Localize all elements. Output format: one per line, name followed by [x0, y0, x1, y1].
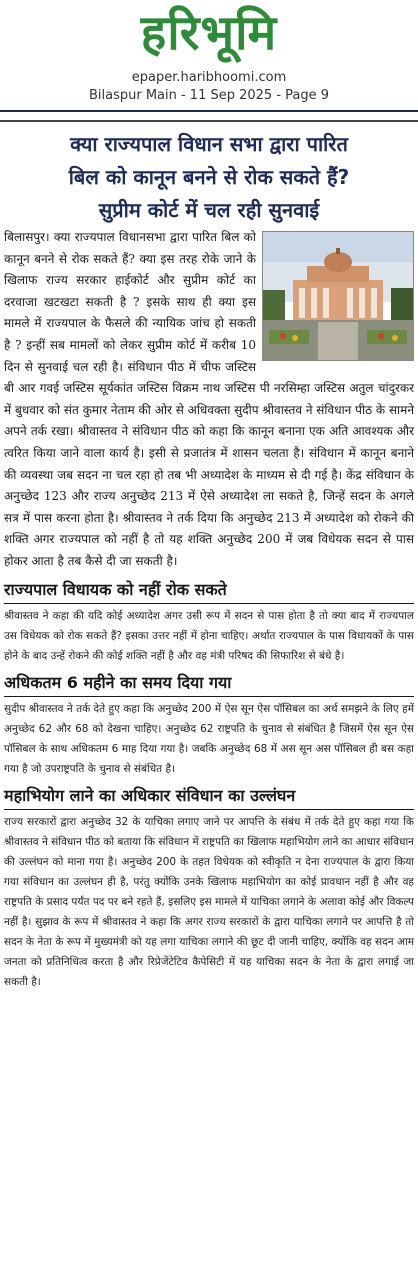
section-heading: महाभियोग लाने का अधिकार संविधान का उल्लंघन	[4, 785, 414, 810]
article	[4, 128, 414, 992]
newspaper-logo[interactable]: हरिभूमि	[140, 5, 278, 61]
article-intro-paragraph: बिलासपुर। क्या राज्यपाल विधानसभा द्वारा पारित बिल को कानून बनने से रोक सकते हैं? क्या इस तरह रोके जाने के खिलाफ राज्य सरकार हाईकोर्ट और सुप्रीम कोर्ट का दरवाजा खटखटा सकती है ? इसके साथ ही क्या इस मामले में राज्यपाल के फैसले की न्यायिक जांच हो सकती है ? इन्हीं सब मामलों को लेकर सुप्रीम कोर्ट में करीब 10 दिन से सुनवाई चल रही है। संविधान पीठ में चीफ जस्टिस बी आर गवई जस्टिस सूर्यकांत जस्टिस विक्रम नाथ जस्टिस पी नरसिम्हा जस्टिस अतुल चांदुरकर में बुधवार को संत कुमार नेताम की ओर से अधिवक्ता सुदीप श्रीवास्तव ने संविधान पीठ के सामने अपने तर्क रखा। श्रीवास्तव ने संविधान पीठ को कहा कि कानून बनाना एक अति आवश्यक और त्वरित किया जाने वाला कार्य है। इसी से प्रजातंत्र में शासन चलता है। संविधान में कानून बनाने की व्यवस्था जब सदन ना चल रहा हो तब भी अध्यादेश के माध्यम से दी गई है। केंद्र संविधान के अनुच्छेद 123 और राज्य अनुच्छेद 213 में ऐसे अध्यादेश ला सकते है, जिन्हें सदन के अगले सत्र में पास करना होता है। श्रीवास्तव ने तर्क दिया कि अनुच्छेद 213 में अध्यादेश को रोकने की शक्ति अगर राज्यपाल को नहीं है तो यह शक्ति अनुच्छेद 200 में जब विधेयक सदन से पास होकर आता है तब कैसे दी जा सकती है।	[4, 230, 414, 568]
section-heading: राज्यपाल विधायक को नहीं रोक सकते	[4, 579, 414, 604]
headline	[4, 128, 414, 227]
divider	[0, 110, 418, 112]
section-paragraph: सुदीप श्रीवास्तव ने तर्क देते हुए कहा कि अनुच्छेद 200 में ऐस सून ऐस पॉसिबल का अर्थ समझने के लिए हमें अनुच्छेद 62 और 68 को देखना चाहिए। अनुच्छेद 62 राष्ट्रपति के चुनाव से संबंधित है जिसमें ऐस सून ऐस पॉसिबल के साथ अधिकतम 6 माह दिया गया है। जबकि अनुच्छेद 68 में अस सून अस पॉसिबल ही बस कहा गया है जो उपराष्ट्रपति के चुनाव से संबंधित है।	[4, 702, 414, 775]
section-heading: अधिकतम 6 महीने का समय दिया गया	[4, 672, 414, 697]
headline-line: बिल को कानून बनने से रोक सकते हैं?	[68, 165, 350, 189]
headline-line: सुप्रीम कोर्ट में चल रही सुनवाई	[98, 198, 320, 222]
headline-line: क्या राज्यपाल विधान सभा द्वारा पारित	[70, 132, 348, 156]
divider	[0, 120, 418, 122]
section-paragraph: श्रीवास्तव ने कहा की यदि कोई अध्यादेश अगर उसी रूप में सदन से पास होता है तो क्या बाद में राज्यपाल उस विधेयक को रोक सकते हैं? इसका उत्तर नहीं में होना चाहिए। अर्थात राज्यपाल के पास विधायकों के पास होने के बाद उन्हें रोकने की कोई शक्ति नहीं है और वह मंत्री परिषद की सिफारिश से बंधे है।	[4, 609, 414, 662]
section-paragraph: राज्य सरकारों द्वारा अनुच्छेद 32 के याचिका लगाए जाने पर आपत्ति के संबंध में तर्क देते हुए कहा गया कि श्रीवास्तव ने संविधान पीठ को बताया कि संविधान में राष्ट्रपति का खिलाफ महाभियोग लाने का आधार संविधान की उल्लंघन को माना गया है। अनुच्छेद 200 के तहत विधेयक को स्वीकृति न देना राज्यपाल के द्वारा किया गया संविधान का उल्लंघन ही है, परंतु क्योंकि उनके खिलाफ महाभियोग का कोई प्रावधान नहीं है और वह राष्ट्रपति के प्रसाद पर्यंत पद पर बने रहते हैं, इसलिए इस मामले में याचिका लगाने के अलावा कोई और विकल्प नहीं है। सुझाव के रूप में श्रीवास्तव ने कहा कि अगर राज्य सरकारों के द्वारा याचिका लगाने पर आपत्ति है तो सदन के नेता के रूप में मुख्यमंत्री को यह लगा याचिका लगाने की छूट दी जानी चाहिए, क्योंकि वह सदन आम जनता को प्रतिनिधित्व करता है और रिप्रेजेंटेटिव कैपेसिटी में यह याचिका सदन के नेता के द्वारा लगाई जा सकती है।	[4, 815, 414, 988]
edition-line: Bilaspur Main - 11 Sep 2025 - Page 9	[88, 88, 330, 103]
high-court-building-photo	[262, 231, 414, 361]
masthead	[0, 0, 418, 120]
epaper-url[interactable]: epaper.haribhoomi.com	[131, 70, 287, 85]
